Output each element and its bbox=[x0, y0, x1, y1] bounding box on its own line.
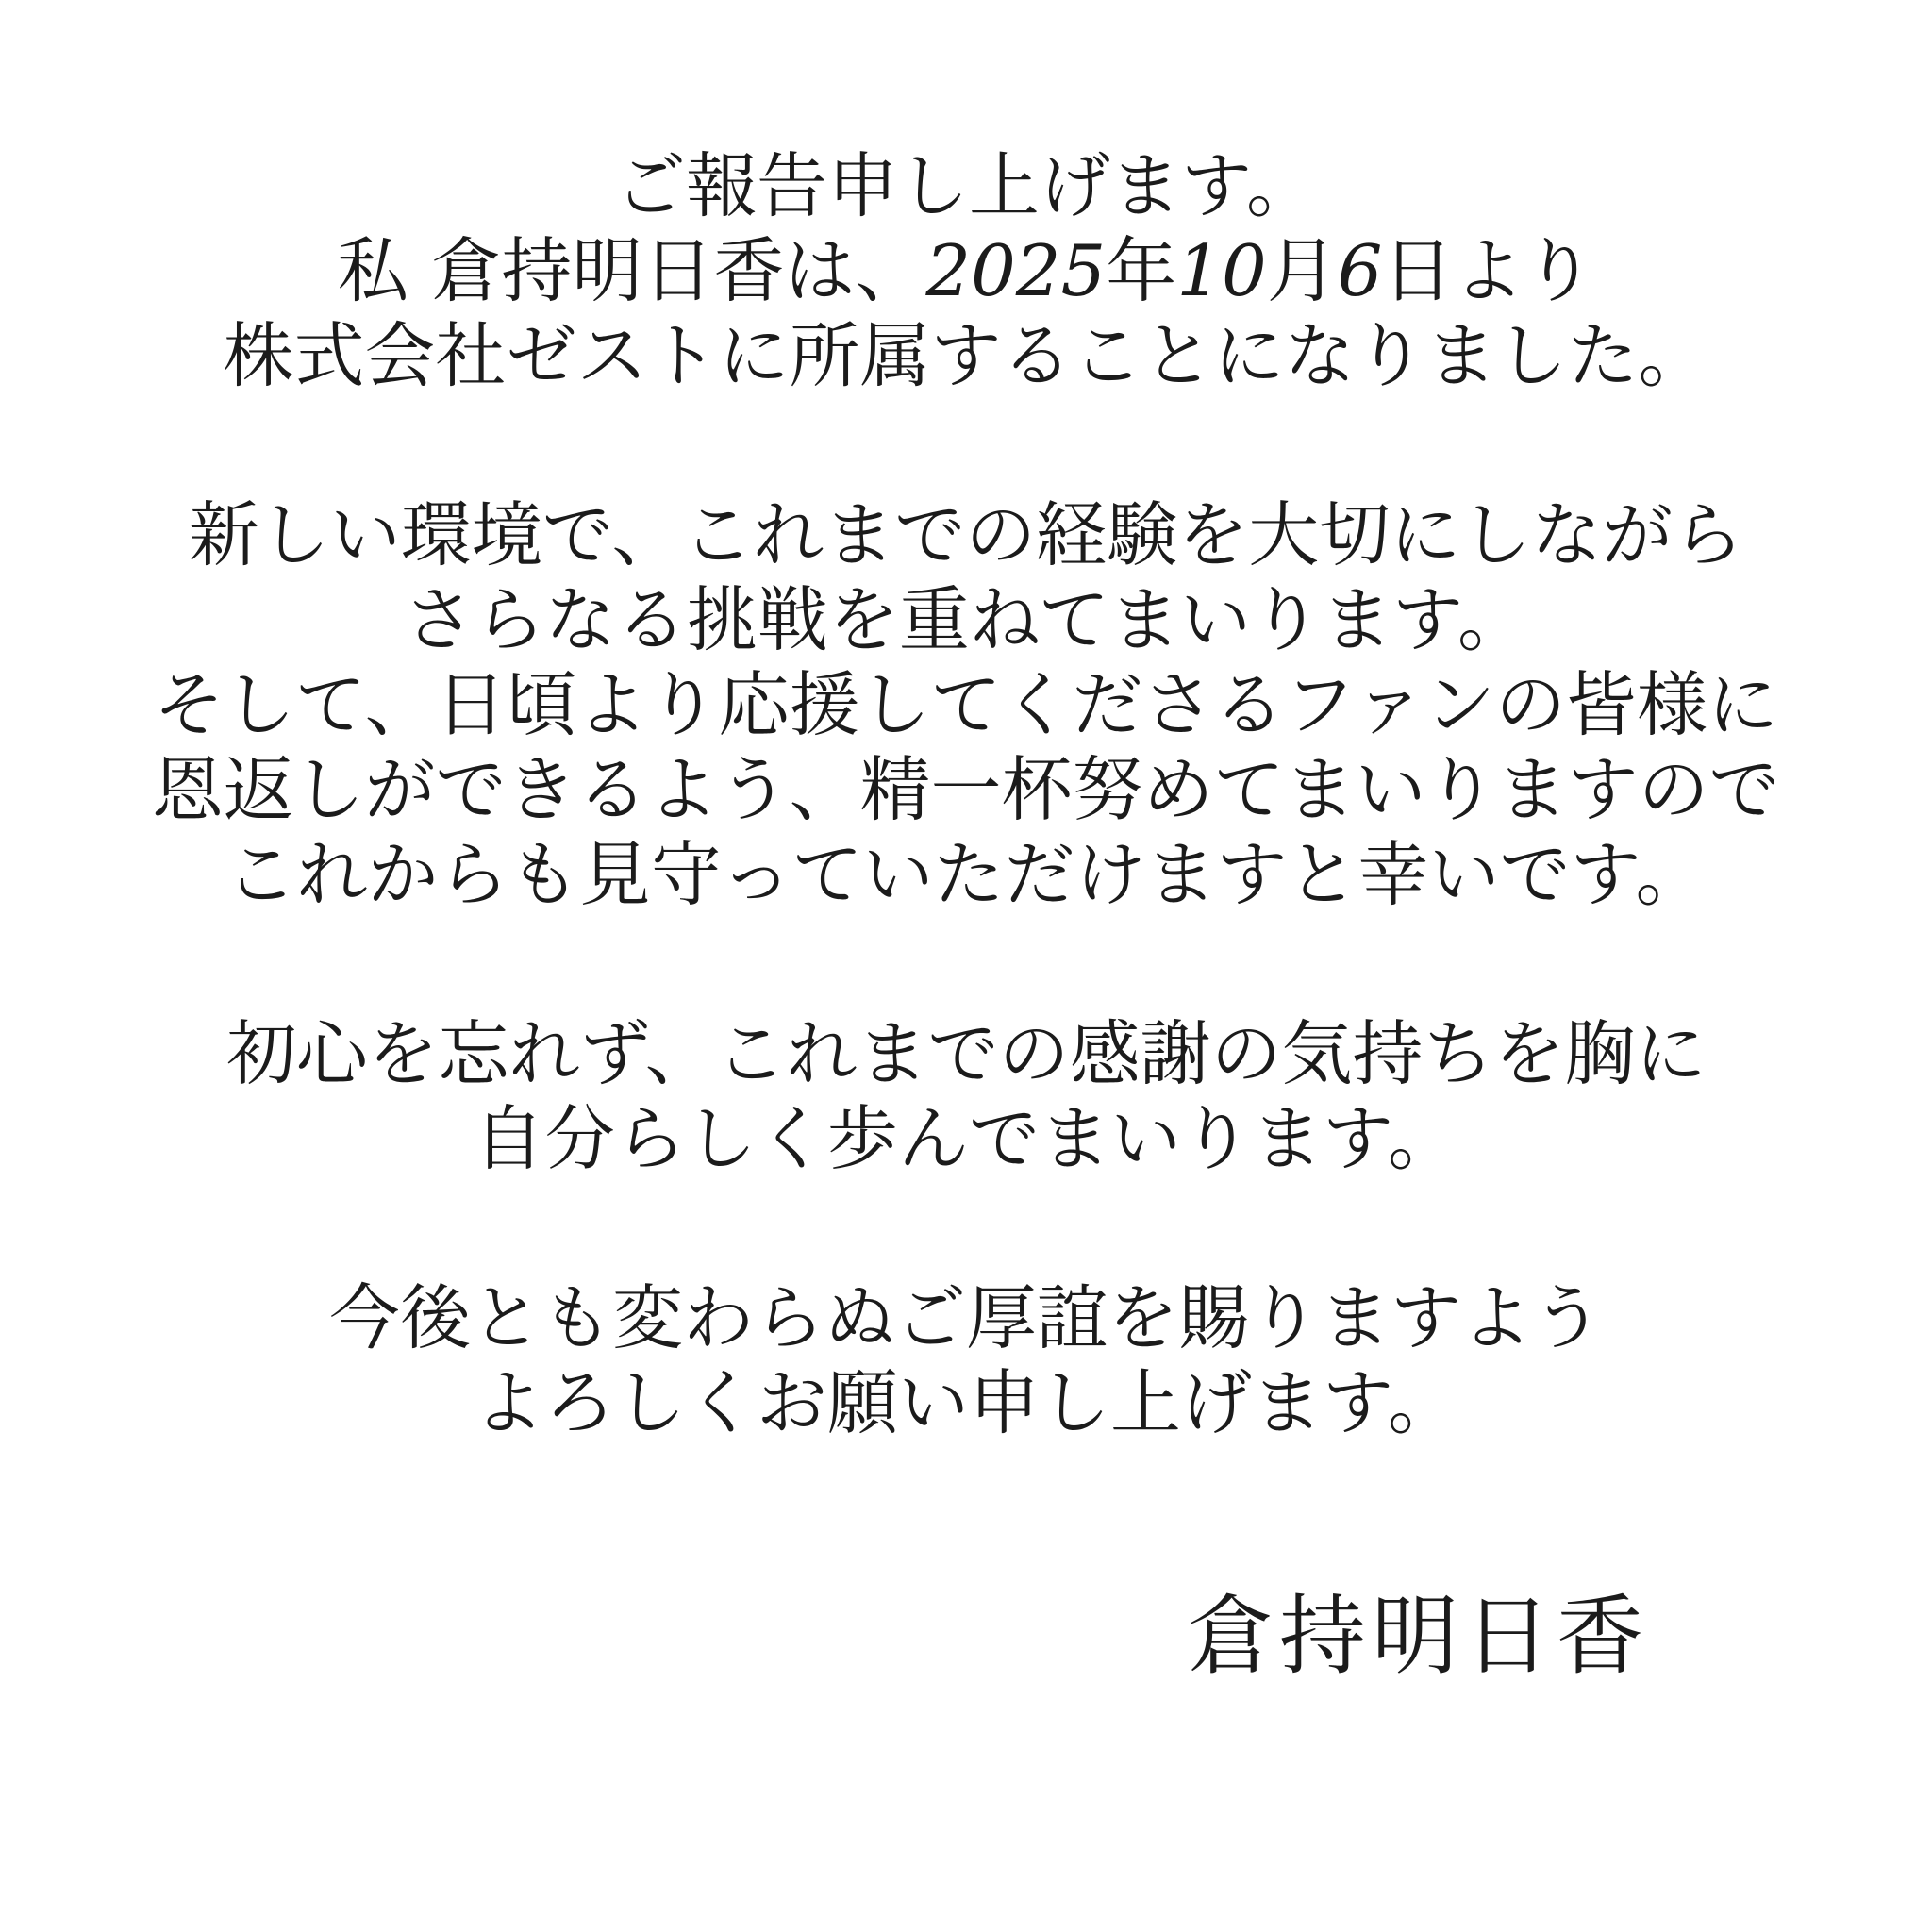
aspiration-line-2: さらなる挑戦を重ねてまいります。 bbox=[403, 578, 1529, 661]
date-day: 6 bbox=[1337, 229, 1383, 312]
resolution-line-1: 初心を忘れず、これまでの感謝の気持ちを胸に bbox=[225, 1012, 1707, 1095]
closing-line-2: よろしくお願い申し上げます。 bbox=[473, 1361, 1458, 1444]
date-day-suffix: 日より bbox=[1382, 229, 1595, 312]
paragraph-aspiration bbox=[0, 492, 1932, 917]
aspiration-line-3: そして、日頃より応援してくださるファンの皆様に bbox=[153, 663, 1778, 746]
paragraph-closing bbox=[0, 1275, 1932, 1445]
paragraph-resolution bbox=[0, 1011, 1932, 1181]
paragraph-opening bbox=[0, 143, 1932, 398]
greeting-line: ご報告申し上げます。 bbox=[614, 144, 1317, 227]
date-line-prefix: 私 倉持明日香は、 bbox=[337, 229, 926, 312]
affiliation-line: 株式会社ゼストに所属することになりました。 bbox=[223, 314, 1709, 397]
closing-line-1: 今後とも変わらぬご厚誼を賜りますよう bbox=[328, 1276, 1603, 1359]
aspiration-line-4: 恩返しができるよう、精一杯努めてまいりますので bbox=[152, 748, 1780, 831]
date-year: 2025 bbox=[925, 229, 1107, 312]
aspiration-line-5: これからも見守っていただけますと幸いです。 bbox=[225, 833, 1707, 916]
resolution-line-2: 自分らしく歩んでまいります。 bbox=[473, 1097, 1458, 1180]
aspiration-line-1: 新しい環境で、これまでの経験を大切にしながら bbox=[188, 493, 1744, 576]
date-line bbox=[0, 228, 1932, 313]
date-month: 10 bbox=[1176, 229, 1267, 312]
date-month-unit: 月 bbox=[1266, 229, 1338, 312]
date-year-unit: 年 bbox=[1106, 229, 1177, 312]
signature: 倉持明日香 bbox=[1186, 1586, 1649, 1687]
